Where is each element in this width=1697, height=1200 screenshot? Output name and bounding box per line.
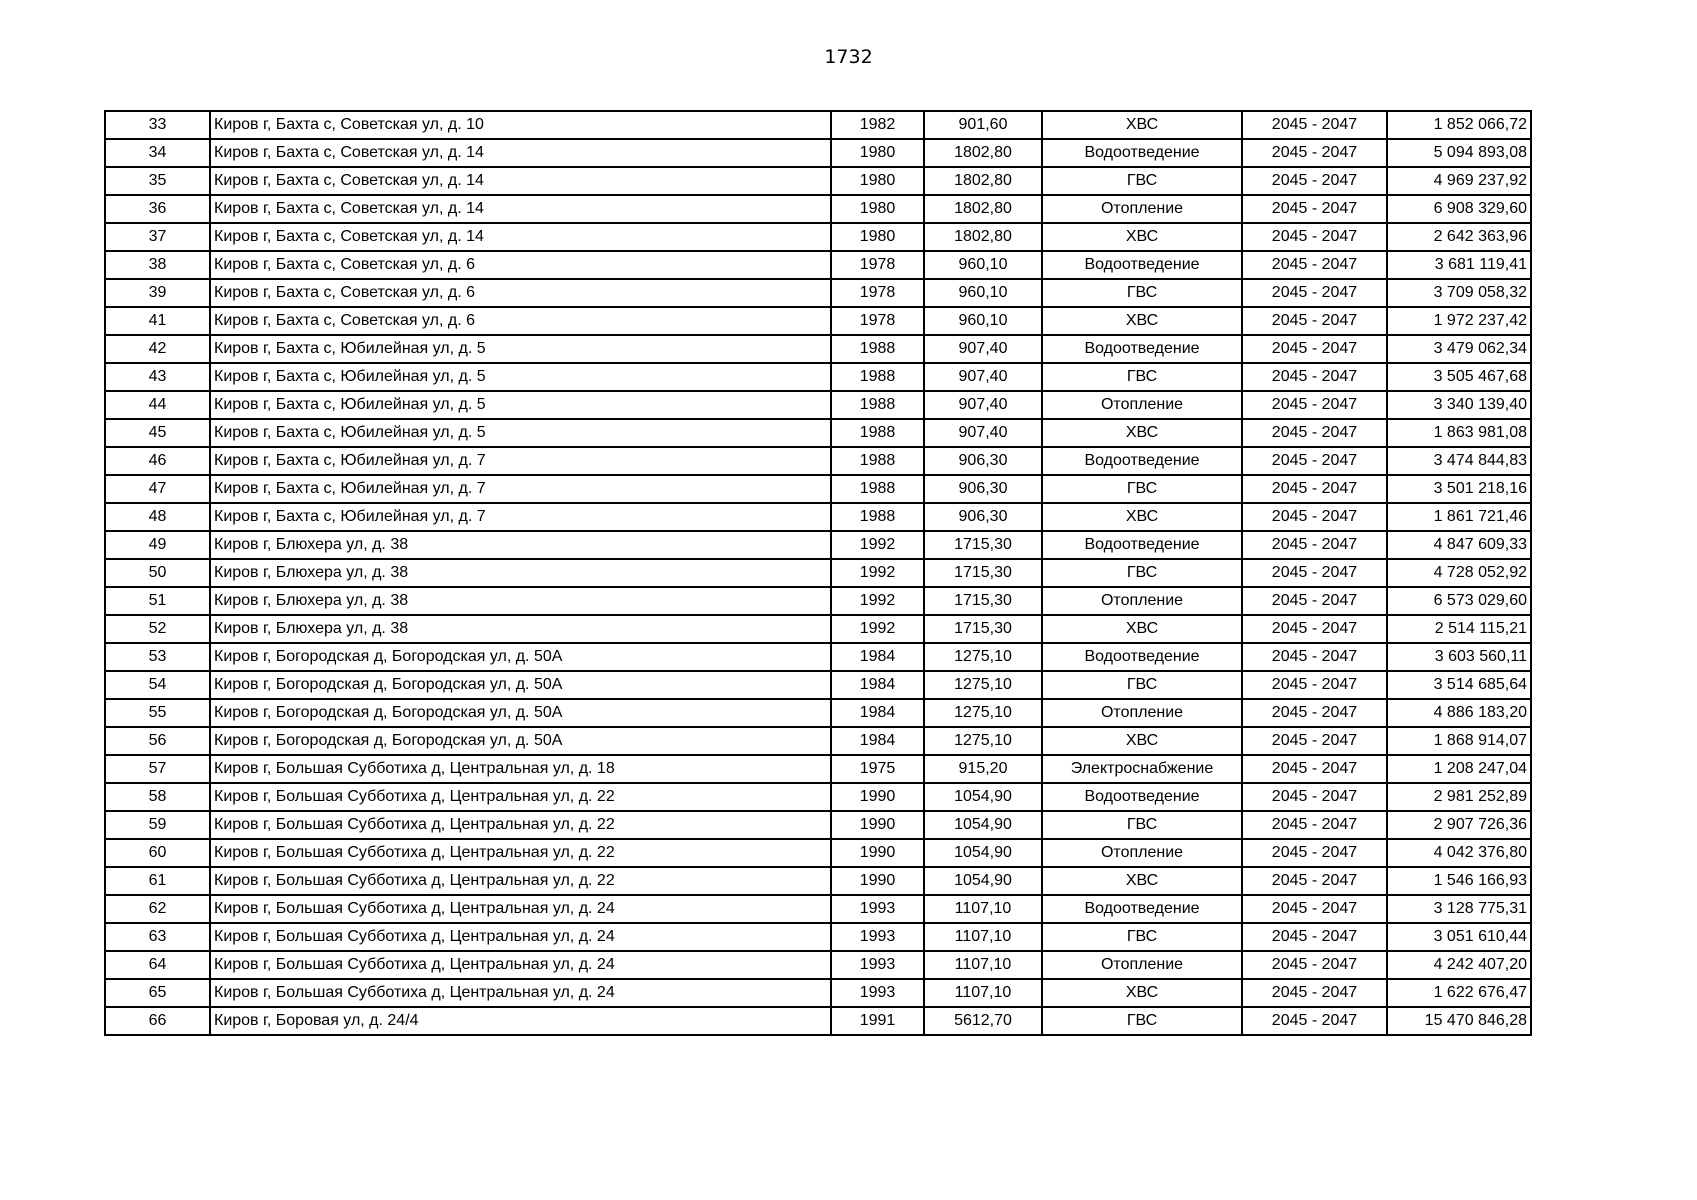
table-row [105,839,1531,867]
period-cell: 2045 - 2047 [1242,615,1387,643]
work-type-cell: ХВС [1042,111,1242,139]
period-cell: 2045 - 2047 [1242,699,1387,727]
area-cell: 1275,10 [924,671,1042,699]
work-type-cell: ГВС [1042,671,1242,699]
work-type-cell: ГВС [1042,475,1242,503]
row-number-cell: 54 [105,671,210,699]
work-type-cell: Отопление [1042,195,1242,223]
address-cell: Киров г, Бахта с, Советская ул, д. 6 [210,251,831,279]
row-number-cell: 52 [105,615,210,643]
year-cell: 1980 [831,223,924,251]
year-cell: 1988 [831,391,924,419]
area-cell: 1802,80 [924,167,1042,195]
cost-cell: 1 852 066,72 [1387,111,1531,139]
table-row [105,195,1531,223]
row-number-cell: 53 [105,643,210,671]
table-row [105,251,1531,279]
area-cell: 1715,30 [924,531,1042,559]
table-row [105,979,1531,1007]
area-cell: 1802,80 [924,223,1042,251]
work-type-cell: Водоотведение [1042,531,1242,559]
row-number-cell: 34 [105,139,210,167]
table-body [105,111,1531,1035]
work-type-cell: Водоотведение [1042,251,1242,279]
row-number-cell: 59 [105,811,210,839]
work-type-cell: ГВС [1042,923,1242,951]
table-row [105,699,1531,727]
table-row [105,503,1531,531]
table-row [105,307,1531,335]
cost-cell: 1 208 247,04 [1387,755,1531,783]
table-row [105,475,1531,503]
cost-cell: 6 908 329,60 [1387,195,1531,223]
period-cell: 2045 - 2047 [1242,139,1387,167]
row-number-cell: 33 [105,111,210,139]
address-cell: Киров г, Большая Субботиха д, Центральная ул, д. 24 [210,923,831,951]
cost-cell: 3 603 560,11 [1387,643,1531,671]
area-cell: 915,20 [924,755,1042,783]
year-cell: 1990 [831,783,924,811]
row-number-cell: 42 [105,335,210,363]
year-cell: 1980 [831,139,924,167]
row-number-cell: 47 [105,475,210,503]
address-cell: Киров г, Бахта с, Советская ул, д. 6 [210,307,831,335]
area-cell: 907,40 [924,335,1042,363]
row-number-cell: 38 [105,251,210,279]
table-row [105,363,1531,391]
area-cell: 906,30 [924,447,1042,475]
work-type-cell: Водоотведение [1042,895,1242,923]
page-number: 1732 [824,46,873,68]
year-cell: 1978 [831,251,924,279]
address-cell: Киров г, Большая Субботиха д, Центральная ул, д. 22 [210,867,831,895]
area-cell: 907,40 [924,391,1042,419]
table-row [105,643,1531,671]
table-row [105,755,1531,783]
address-cell: Киров г, Богородская д, Богородская ул, д. 50А [210,671,831,699]
period-cell: 2045 - 2047 [1242,531,1387,559]
address-cell: Киров г, Блюхера ул, д. 38 [210,615,831,643]
year-cell: 1988 [831,503,924,531]
row-number-cell: 48 [105,503,210,531]
cost-cell: 3 474 844,83 [1387,447,1531,475]
row-number-cell: 61 [105,867,210,895]
area-cell: 1275,10 [924,699,1042,727]
period-cell: 2045 - 2047 [1242,279,1387,307]
area-cell: 1802,80 [924,195,1042,223]
year-cell: 1993 [831,951,924,979]
table-row [105,615,1531,643]
year-cell: 1975 [831,755,924,783]
period-cell: 2045 - 2047 [1242,111,1387,139]
period-cell: 2045 - 2047 [1242,419,1387,447]
cost-cell: 1 622 676,47 [1387,979,1531,1007]
period-cell: 2045 - 2047 [1242,447,1387,475]
table-row [105,783,1531,811]
year-cell: 1980 [831,167,924,195]
address-cell: Киров г, Богородская д, Богородская ул, д. 50А [210,699,831,727]
row-number-cell: 35 [105,167,210,195]
area-cell: 960,10 [924,251,1042,279]
cost-cell: 4 847 609,33 [1387,531,1531,559]
row-number-cell: 57 [105,755,210,783]
table-row [105,895,1531,923]
cost-cell: 4 728 052,92 [1387,559,1531,587]
work-type-cell: Водоотведение [1042,139,1242,167]
table-row [105,111,1531,139]
row-number-cell: 50 [105,559,210,587]
area-cell: 1715,30 [924,615,1042,643]
year-cell: 1993 [831,895,924,923]
year-cell: 1992 [831,531,924,559]
table-row [105,867,1531,895]
work-type-cell: Отопление [1042,391,1242,419]
year-cell: 1990 [831,811,924,839]
year-cell: 1990 [831,839,924,867]
period-cell: 2045 - 2047 [1242,559,1387,587]
row-number-cell: 66 [105,1007,210,1035]
year-cell: 1992 [831,559,924,587]
work-type-cell: ГВС [1042,279,1242,307]
cost-cell: 3 709 058,32 [1387,279,1531,307]
period-cell: 2045 - 2047 [1242,923,1387,951]
period-cell: 2045 - 2047 [1242,195,1387,223]
address-cell: Киров г, Богородская д, Богородская ул, д. 50А [210,727,831,755]
period-cell: 2045 - 2047 [1242,867,1387,895]
period-cell: 2045 - 2047 [1242,475,1387,503]
work-type-cell: Отопление [1042,587,1242,615]
address-cell: Киров г, Блюхера ул, д. 38 [210,587,831,615]
row-number-cell: 45 [105,419,210,447]
row-number-cell: 49 [105,531,210,559]
year-cell: 1984 [831,643,924,671]
row-number-cell: 46 [105,447,210,475]
area-cell: 1054,90 [924,811,1042,839]
row-number-cell: 64 [105,951,210,979]
row-number-cell: 56 [105,727,210,755]
row-number-cell: 39 [105,279,210,307]
address-cell: Киров г, Большая Субботиха д, Центральная ул, д. 24 [210,979,831,1007]
address-cell: Киров г, Большая Субботиха д, Центральная ул, д. 22 [210,811,831,839]
address-cell: Киров г, Бахта с, Юбилейная ул, д. 5 [210,335,831,363]
work-type-cell: ХВС [1042,979,1242,1007]
cost-cell: 3 479 062,34 [1387,335,1531,363]
year-cell: 1993 [831,979,924,1007]
row-number-cell: 60 [105,839,210,867]
period-cell: 2045 - 2047 [1242,671,1387,699]
cost-cell: 3 681 119,41 [1387,251,1531,279]
cost-cell: 3 128 775,31 [1387,895,1531,923]
row-number-cell: 58 [105,783,210,811]
address-cell: Киров г, Большая Субботиха д, Центральная ул, д. 22 [210,839,831,867]
work-type-cell: ХВС [1042,307,1242,335]
cost-cell: 3 051 610,44 [1387,923,1531,951]
area-cell: 1802,80 [924,139,1042,167]
period-cell: 2045 - 2047 [1242,335,1387,363]
area-cell: 907,40 [924,419,1042,447]
area-cell: 906,30 [924,503,1042,531]
row-number-cell: 43 [105,363,210,391]
period-cell: 2045 - 2047 [1242,951,1387,979]
table-row [105,587,1531,615]
area-cell: 1054,90 [924,783,1042,811]
cost-cell: 1 863 981,08 [1387,419,1531,447]
area-cell: 907,40 [924,363,1042,391]
table-row [105,559,1531,587]
work-type-cell: Отопление [1042,839,1242,867]
row-number-cell: 65 [105,979,210,1007]
area-cell: 1107,10 [924,979,1042,1007]
period-cell: 2045 - 2047 [1242,811,1387,839]
area-cell: 960,10 [924,279,1042,307]
period-cell: 2045 - 2047 [1242,587,1387,615]
work-type-cell: ХВС [1042,223,1242,251]
work-type-cell: Отопление [1042,951,1242,979]
area-cell: 1107,10 [924,951,1042,979]
address-cell: Киров г, Бахта с, Юбилейная ул, д. 7 [210,447,831,475]
work-type-cell: ГВС [1042,167,1242,195]
cost-cell: 4 886 183,20 [1387,699,1531,727]
table-row [105,1007,1531,1035]
row-number-cell: 51 [105,587,210,615]
cost-cell: 1 972 237,42 [1387,307,1531,335]
period-cell: 2045 - 2047 [1242,755,1387,783]
table-row [105,923,1531,951]
year-cell: 1992 [831,587,924,615]
cost-cell: 3 514 685,64 [1387,671,1531,699]
address-cell: Киров г, Большая Субботиха д, Центральная ул, д. 22 [210,783,831,811]
table-row [105,139,1531,167]
year-cell: 1993 [831,923,924,951]
year-cell: 1992 [831,615,924,643]
row-number-cell: 36 [105,195,210,223]
cost-cell: 2 907 726,36 [1387,811,1531,839]
work-type-cell: Водоотведение [1042,783,1242,811]
year-cell: 1984 [831,727,924,755]
work-type-cell: ГВС [1042,559,1242,587]
table-row [105,531,1531,559]
table-row [105,167,1531,195]
year-cell: 1984 [831,699,924,727]
address-cell: Киров г, Бахта с, Юбилейная ул, д. 5 [210,419,831,447]
period-cell: 2045 - 2047 [1242,503,1387,531]
table-row [105,419,1531,447]
address-cell: Киров г, Бахта с, Советская ул, д. 14 [210,195,831,223]
row-number-cell: 37 [105,223,210,251]
table-row [105,811,1531,839]
table-row [105,447,1531,475]
address-cell: Киров г, Блюхера ул, д. 38 [210,531,831,559]
cost-cell: 2 514 115,21 [1387,615,1531,643]
period-cell: 2045 - 2047 [1242,223,1387,251]
year-cell: 1988 [831,335,924,363]
cost-cell: 3 505 467,68 [1387,363,1531,391]
table-row [105,391,1531,419]
year-cell: 1988 [831,447,924,475]
cost-cell: 2 642 363,96 [1387,223,1531,251]
row-number-cell: 44 [105,391,210,419]
address-cell: Киров г, Бахта с, Юбилейная ул, д. 7 [210,475,831,503]
area-cell: 1275,10 [924,643,1042,671]
period-cell: 2045 - 2047 [1242,167,1387,195]
address-cell: Киров г, Бахта с, Советская ул, д. 10 [210,111,831,139]
period-cell: 2045 - 2047 [1242,895,1387,923]
period-cell: 2045 - 2047 [1242,979,1387,1007]
area-cell: 1054,90 [924,867,1042,895]
year-cell: 1988 [831,419,924,447]
address-cell: Киров г, Богородская д, Богородская ул, д. 50А [210,643,831,671]
address-cell: Киров г, Бахта с, Юбилейная ул, д. 7 [210,503,831,531]
year-cell: 1988 [831,363,924,391]
address-cell: Киров г, Боровая ул, д. 24/4 [210,1007,831,1035]
area-cell: 906,30 [924,475,1042,503]
work-type-cell: Отопление [1042,699,1242,727]
table-row [105,335,1531,363]
period-cell: 2045 - 2047 [1242,783,1387,811]
work-type-cell: ГВС [1042,1007,1242,1035]
work-type-cell: ХВС [1042,867,1242,895]
cost-cell: 1 868 914,07 [1387,727,1531,755]
year-cell: 1980 [831,195,924,223]
period-cell: 2045 - 2047 [1242,727,1387,755]
cost-cell: 4 969 237,92 [1387,167,1531,195]
year-cell: 1984 [831,671,924,699]
period-cell: 2045 - 2047 [1242,643,1387,671]
work-type-cell: ХВС [1042,615,1242,643]
table-row [105,951,1531,979]
row-number-cell: 63 [105,923,210,951]
table-row [105,727,1531,755]
address-cell: Киров г, Блюхера ул, д. 38 [210,559,831,587]
table-row [105,671,1531,699]
cost-cell: 3 501 218,16 [1387,475,1531,503]
work-type-cell: Электроснабжение [1042,755,1242,783]
work-type-cell: Водоотведение [1042,447,1242,475]
address-cell: Киров г, Бахта с, Юбилейная ул, д. 5 [210,363,831,391]
registry-table [104,110,1532,1036]
area-cell: 1275,10 [924,727,1042,755]
period-cell: 2045 - 2047 [1242,307,1387,335]
work-type-cell: ГВС [1042,811,1242,839]
address-cell: Киров г, Большая Субботиха д, Центральная ул, д. 18 [210,755,831,783]
cost-cell: 15 470 846,28 [1387,1007,1531,1035]
area-cell: 1107,10 [924,895,1042,923]
row-number-cell: 41 [105,307,210,335]
year-cell: 1978 [831,279,924,307]
row-number-cell: 55 [105,699,210,727]
cost-cell: 1 546 166,93 [1387,867,1531,895]
cost-cell: 4 042 376,80 [1387,839,1531,867]
period-cell: 2045 - 2047 [1242,1007,1387,1035]
area-cell: 1054,90 [924,839,1042,867]
period-cell: 2045 - 2047 [1242,839,1387,867]
area-cell: 1715,30 [924,559,1042,587]
year-cell: 1990 [831,867,924,895]
cost-cell: 3 340 139,40 [1387,391,1531,419]
work-type-cell: ХВС [1042,727,1242,755]
period-cell: 2045 - 2047 [1242,251,1387,279]
area-cell: 1107,10 [924,923,1042,951]
work-type-cell: ХВС [1042,503,1242,531]
address-cell: Киров г, Бахта с, Советская ул, д. 14 [210,139,831,167]
year-cell: 1982 [831,111,924,139]
address-cell: Киров г, Бахта с, Советская ул, д. 6 [210,279,831,307]
year-cell: 1988 [831,475,924,503]
address-cell: Киров г, Бахта с, Юбилейная ул, д. 5 [210,391,831,419]
table-row [105,223,1531,251]
work-type-cell: ГВС [1042,363,1242,391]
cost-cell: 4 242 407,20 [1387,951,1531,979]
area-cell: 960,10 [924,307,1042,335]
area-cell: 901,60 [924,111,1042,139]
year-cell: 1978 [831,307,924,335]
address-cell: Киров г, Большая Субботиха д, Центральная ул, д. 24 [210,951,831,979]
work-type-cell: ХВС [1042,419,1242,447]
table-row [105,279,1531,307]
work-type-cell: Водоотведение [1042,335,1242,363]
row-number-cell: 62 [105,895,210,923]
cost-cell: 5 094 893,08 [1387,139,1531,167]
area-cell: 1715,30 [924,587,1042,615]
cost-cell: 6 573 029,60 [1387,587,1531,615]
area-cell: 5612,70 [924,1007,1042,1035]
address-cell: Киров г, Бахта с, Советская ул, д. 14 [210,223,831,251]
address-cell: Киров г, Большая Субботиха д, Центральная ул, д. 24 [210,895,831,923]
period-cell: 2045 - 2047 [1242,391,1387,419]
cost-cell: 1 861 721,46 [1387,503,1531,531]
year-cell: 1991 [831,1007,924,1035]
cost-cell: 2 981 252,89 [1387,783,1531,811]
period-cell: 2045 - 2047 [1242,363,1387,391]
address-cell: Киров г, Бахта с, Советская ул, д. 14 [210,167,831,195]
work-type-cell: Водоотведение [1042,643,1242,671]
